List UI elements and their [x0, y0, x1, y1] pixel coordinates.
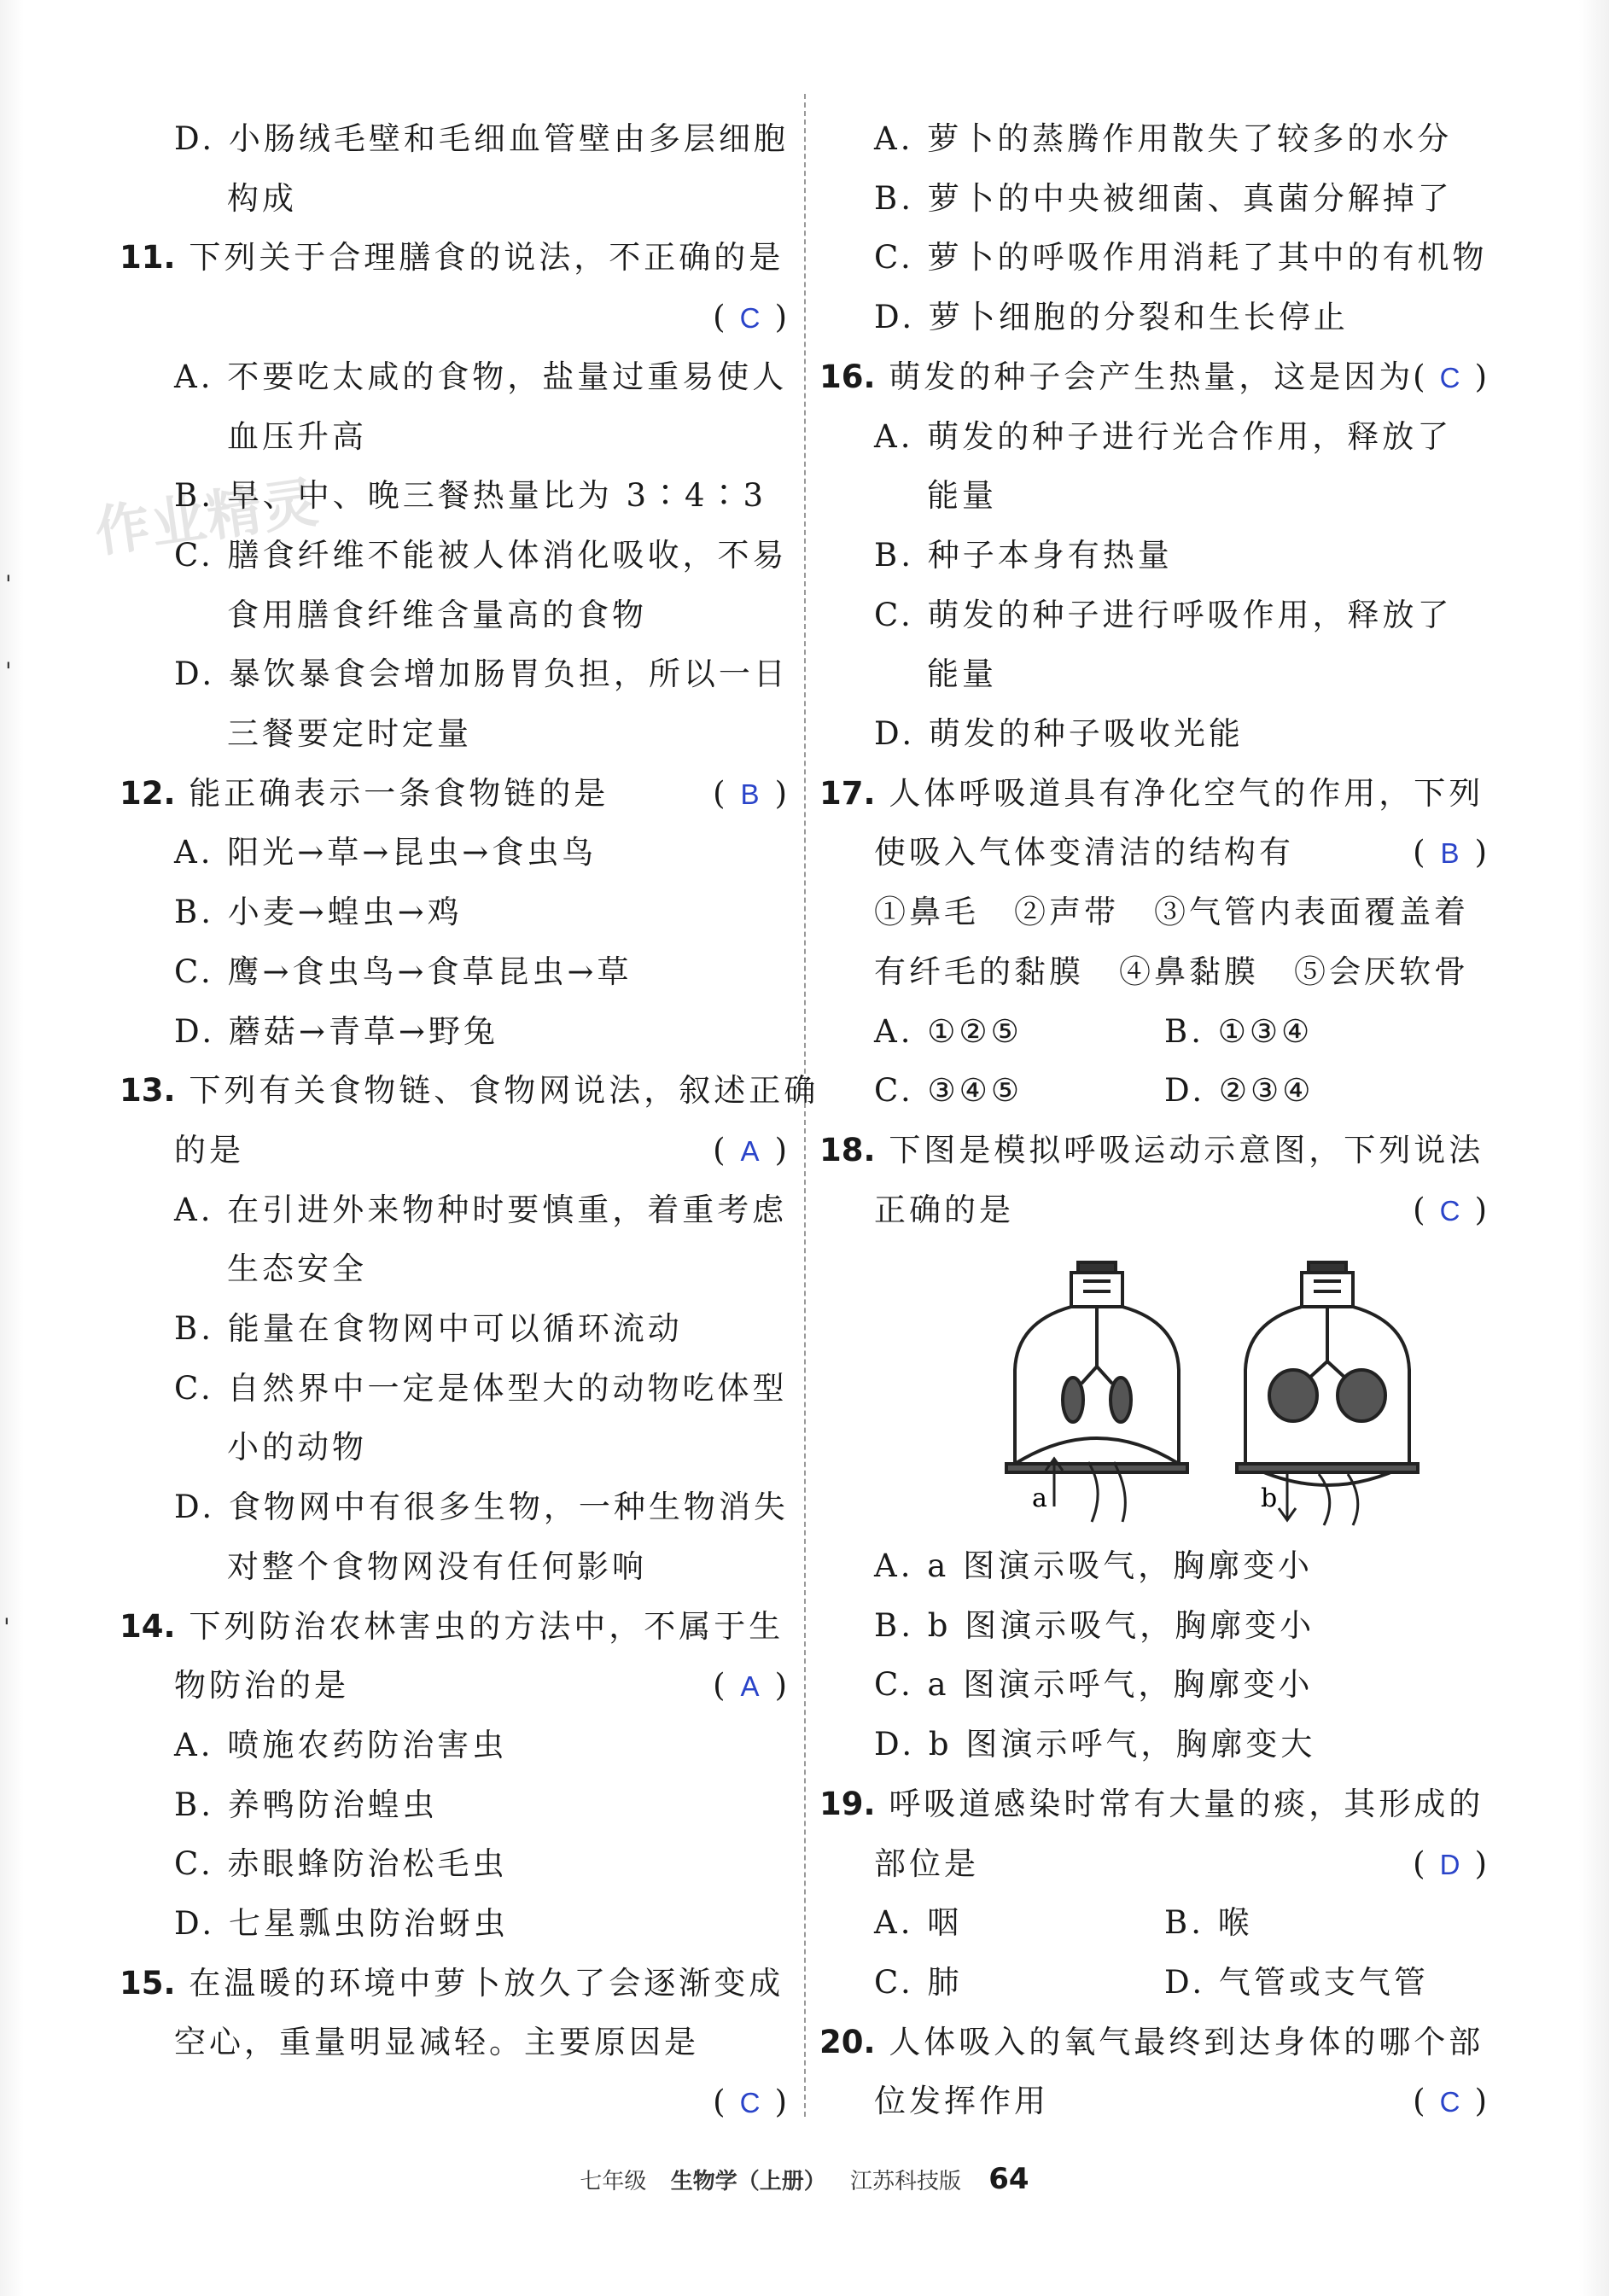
line-text: ①鼻毛 ②声带 ③气管内表面覆盖着	[874, 894, 1469, 931]
text-line	[227, 708, 794, 760]
answer-bracket: ( D )	[1413, 1839, 1487, 1891]
text-line	[874, 1897, 1494, 1949]
text-line	[874, 827, 1494, 878]
text-line	[174, 827, 794, 878]
question-stem	[120, 1601, 794, 1652]
text-line	[874, 411, 1494, 463]
line-text: A. 喷施农药防治害虫	[174, 1726, 508, 1763]
watermark: 作业精灵	[90, 470, 324, 565]
bell-jar-a	[1006, 1262, 1187, 1472]
line-text: 人体呼吸道具有净化空气的作用，下列	[889, 774, 1484, 812]
line-text-secondary: D. ②③④	[1164, 1072, 1315, 1110]
line-text: D. 小肠绒毛壁和毛细血管壁由多层细胞	[174, 120, 789, 157]
line-text: 构成	[227, 179, 297, 217]
line-text: 人体吸入的氧气最终到达身体的哪个部	[889, 2023, 1484, 2060]
text-line	[174, 1839, 794, 1890]
answer-letter: C	[739, 302, 761, 335]
edge-mark: '	[5, 657, 12, 685]
footer-edition: 江苏科技版	[849, 2169, 961, 2194]
line-text: 在温暖的环境中萝卜放久了会逐渐变成	[189, 1964, 784, 2002]
question-stem	[819, 1779, 1494, 1830]
question-stem	[819, 1125, 1494, 1176]
answer-letter: B	[1440, 837, 1460, 870]
answer-bracket: ( C )	[1413, 1185, 1487, 1237]
answer-letter: B	[740, 778, 760, 810]
line-text: C. ③④⑤	[874, 1072, 1023, 1110]
text-line	[174, 1482, 794, 1533]
text-line	[174, 1780, 794, 1831]
answer-bracket: ( C )	[1413, 2076, 1487, 2128]
text-line	[874, 1719, 1494, 1770]
answer-line	[120, 292, 794, 343]
line-text: B. 养鸭防治蝗虫	[174, 1786, 438, 1823]
page-number: 64	[988, 2162, 1029, 2196]
line-text: 使吸入气体变清洁的结构有	[874, 834, 1294, 871]
line-text: C. 萝卜的呼吸作用消耗了其中的有机物	[874, 239, 1488, 277]
line-text: 下列有关食物链、食物网说法，叙述正确	[189, 1072, 819, 1110]
text-line	[174, 649, 794, 700]
line-text: 下列关于合理膳食的说法，不正确的是	[189, 239, 784, 277]
footer-subject: 生物学（上册）	[670, 2169, 826, 2194]
text-line	[874, 1839, 1494, 1890]
answer-letter: A	[740, 1134, 760, 1167]
question-number: 12.	[120, 774, 176, 812]
line-text: 部位是	[874, 1844, 979, 1882]
text-line	[227, 411, 794, 463]
question-number: 19.	[819, 1785, 876, 1822]
question-stem	[819, 768, 1494, 819]
text-line	[174, 947, 794, 998]
text-line	[174, 2017, 794, 2068]
answer-bracket: ( C )	[713, 2077, 787, 2129]
line-text-secondary: D. 气管或支气管	[1164, 1963, 1429, 2001]
line-text: 对整个食物网没有任何影响	[227, 1547, 647, 1585]
answer-letter: C	[739, 2087, 761, 2119]
question-number: 17.	[819, 774, 876, 812]
text-line	[227, 173, 794, 224]
line-text: 位发挥作用	[874, 2083, 1049, 2120]
text-line	[174, 1125, 794, 1176]
line-text: D. 萌发的种子吸收光能	[874, 715, 1244, 752]
text-line	[174, 114, 794, 165]
line-text-secondary: B. ①③④	[1164, 1012, 1314, 1050]
question-stem	[819, 352, 1494, 403]
edge-mark: '	[3, 1613, 10, 1641]
page-footer	[0, 2162, 1609, 2196]
line-text: D. 七星瓢虫防治蚜虫	[174, 1905, 509, 1942]
line-text: D. 蘑菇→青草→野兔	[174, 1012, 498, 1050]
text-line	[227, 1244, 794, 1295]
text-line	[927, 649, 1494, 700]
line-text: 呼吸道感染时常有大量的痰，其形成的	[889, 1785, 1484, 1822]
footer-grade: 七年级	[580, 2169, 647, 2194]
text-line	[174, 530, 794, 581]
answer-letter: C	[1439, 2086, 1460, 2118]
bell-jar-b	[1237, 1262, 1418, 1485]
line-text: 下列防治农林害虫的方法中，不属于生	[189, 1607, 784, 1645]
line-text: 下图是模拟呼吸运动示意图，下列说法	[889, 1131, 1484, 1168]
line-text: 能量	[927, 656, 997, 693]
answer-letter: A	[740, 1670, 760, 1703]
line-text: C. 自然界中一定是体型大的动物吃体型	[174, 1369, 788, 1407]
text-line	[874, 114, 1494, 165]
line-text: C. a 图演示呼气，胸廓变小	[874, 1666, 1314, 1704]
line-text: C. 鹰→食虫鸟→食草昆虫→草	[174, 953, 633, 990]
line-text: D. 暴饮暴食会增加肠胃负担，所以一日	[174, 656, 789, 693]
text-line	[874, 292, 1494, 343]
line-text: 生态安全	[227, 1250, 367, 1288]
text-line	[227, 1541, 794, 1593]
answer-bracket: ( C )	[1413, 352, 1487, 404]
question-number: 18.	[819, 1131, 876, 1168]
line-text: A. 不要吃太咸的食物，盐量过重易使人	[174, 358, 788, 395]
text-line	[874, 947, 1494, 998]
text-line	[874, 1659, 1494, 1710]
line-text: 萌发的种子会产生热量，这是因为	[889, 358, 1414, 395]
line-text: A. 咽	[874, 1904, 963, 1942]
line-text: B. 早、中、晚三餐热量比为 3∶4∶3	[174, 477, 767, 515]
text-line	[174, 1898, 794, 1949]
edge-mark: '	[5, 570, 12, 598]
question-number: 11.	[120, 239, 176, 277]
text-line	[174, 1363, 794, 1414]
text-line	[874, 708, 1494, 760]
line-text: B. b 图演示吸气，胸廓变小	[874, 1606, 1315, 1644]
line-text: 血压升高	[227, 417, 367, 455]
question-number: 14.	[120, 1607, 176, 1645]
text-line	[874, 1600, 1494, 1652]
line-text: 小的动物	[227, 1429, 367, 1466]
line-text: 食用膳食纤维含量高的食物	[227, 596, 647, 633]
text-line	[874, 1541, 1494, 1592]
text-line	[227, 590, 794, 641]
question-stem	[120, 768, 794, 819]
question-stem	[120, 232, 794, 283]
line-text: 能量	[927, 477, 997, 515]
answer-bracket: ( A )	[713, 1660, 787, 1712]
text-line	[874, 590, 1494, 641]
text-line	[874, 1065, 1494, 1116]
text-line	[874, 1006, 1494, 1058]
line-text-secondary: B. 喉	[1164, 1904, 1253, 1942]
line-text: A. 阳光→草→昆虫→食虫鸟	[174, 834, 598, 871]
line-text: 空心，重量明显减轻。主要原因是	[174, 2024, 699, 2061]
figure-label-a: a	[1032, 1483, 1047, 1513]
question-stem	[819, 2017, 1494, 2068]
text-line	[874, 232, 1494, 283]
line-text: A. 萝卜的蒸腾作用散失了较多的水分	[874, 120, 1453, 157]
line-text: B. 种子本身有热量	[874, 536, 1173, 574]
question-number: 16.	[819, 358, 876, 395]
text-line	[874, 173, 1494, 224]
line-text: A. 在引进外来物种时要慎重，着重考虑	[174, 1191, 788, 1228]
question-number: 15.	[120, 1964, 176, 2002]
answer-bracket: ( A )	[713, 1125, 787, 1177]
text-line	[174, 1660, 794, 1711]
line-text: C. 赤眼蜂防治松毛虫	[174, 1845, 508, 1883]
answer-letter: C	[1439, 1194, 1460, 1227]
line-text: D. 食物网中有很多生物，一种生物消失	[174, 1489, 789, 1526]
line-text: B. 能量在食物网中可以循环流动	[174, 1310, 683, 1347]
text-line	[174, 1720, 794, 1771]
line-text: 正确的是	[874, 1191, 1014, 1228]
question-number: 20.	[819, 2023, 876, 2060]
text-line	[874, 887, 1494, 938]
line-text: 三餐要定时定量	[227, 715, 472, 752]
text-line	[174, 352, 794, 403]
answer-bracket: ( B )	[713, 768, 787, 820]
text-line	[874, 1185, 1494, 1236]
line-text: 有纤毛的黏膜 ④鼻黏膜 ⑤会厌软骨	[874, 953, 1469, 990]
line-text: B. 萝卜的中央被细菌、真菌分解掉了	[874, 179, 1453, 217]
line-text: 物防治的是	[174, 1667, 349, 1705]
text-line	[874, 530, 1494, 581]
line-text: C. 萌发的种子进行呼吸作用，释放了	[874, 596, 1453, 633]
text-line	[874, 1957, 1494, 2008]
text-line	[174, 887, 794, 938]
question-stem	[120, 1958, 794, 2009]
line-text: A. a 图演示吸气，胸廓变小	[874, 1547, 1314, 1584]
text-line	[174, 470, 794, 522]
answer-bracket: ( C )	[713, 292, 787, 344]
question-number: 13.	[120, 1072, 176, 1110]
line-text: 的是	[174, 1131, 244, 1168]
line-text: A. 萌发的种子进行光合作用，释放了	[874, 417, 1453, 455]
answer-letter: D	[1439, 1848, 1460, 1880]
answer-line	[120, 2077, 794, 2128]
line-text: A. ①②⑤	[874, 1012, 1023, 1050]
question-stem	[120, 1065, 819, 1116]
line-text: D. 萝卜细胞的分裂和生长停止	[874, 299, 1349, 336]
answer-letter: C	[1439, 361, 1460, 393]
line-text: C. 肺	[874, 1963, 963, 2001]
text-line	[227, 1422, 794, 1473]
line-text: 能正确表示一条食物链的是	[189, 774, 609, 812]
text-line	[927, 470, 1494, 522]
line-text: B. 小麦→蝗虫→鸡	[174, 894, 463, 931]
figure-label-b: b	[1261, 1483, 1278, 1513]
answer-bracket: ( B )	[1413, 827, 1487, 879]
text-line	[174, 1185, 794, 1236]
line-text: C. 膳食纤维不能被人体消化吸收，不易	[174, 536, 788, 574]
text-line	[174, 1303, 794, 1355]
line-text: D. b 图演示呼气，胸廓变大	[874, 1726, 1316, 1763]
breathing-model-figure	[1003, 1250, 1472, 1532]
text-line	[174, 1006, 794, 1058]
text-line	[874, 2076, 1494, 2127]
